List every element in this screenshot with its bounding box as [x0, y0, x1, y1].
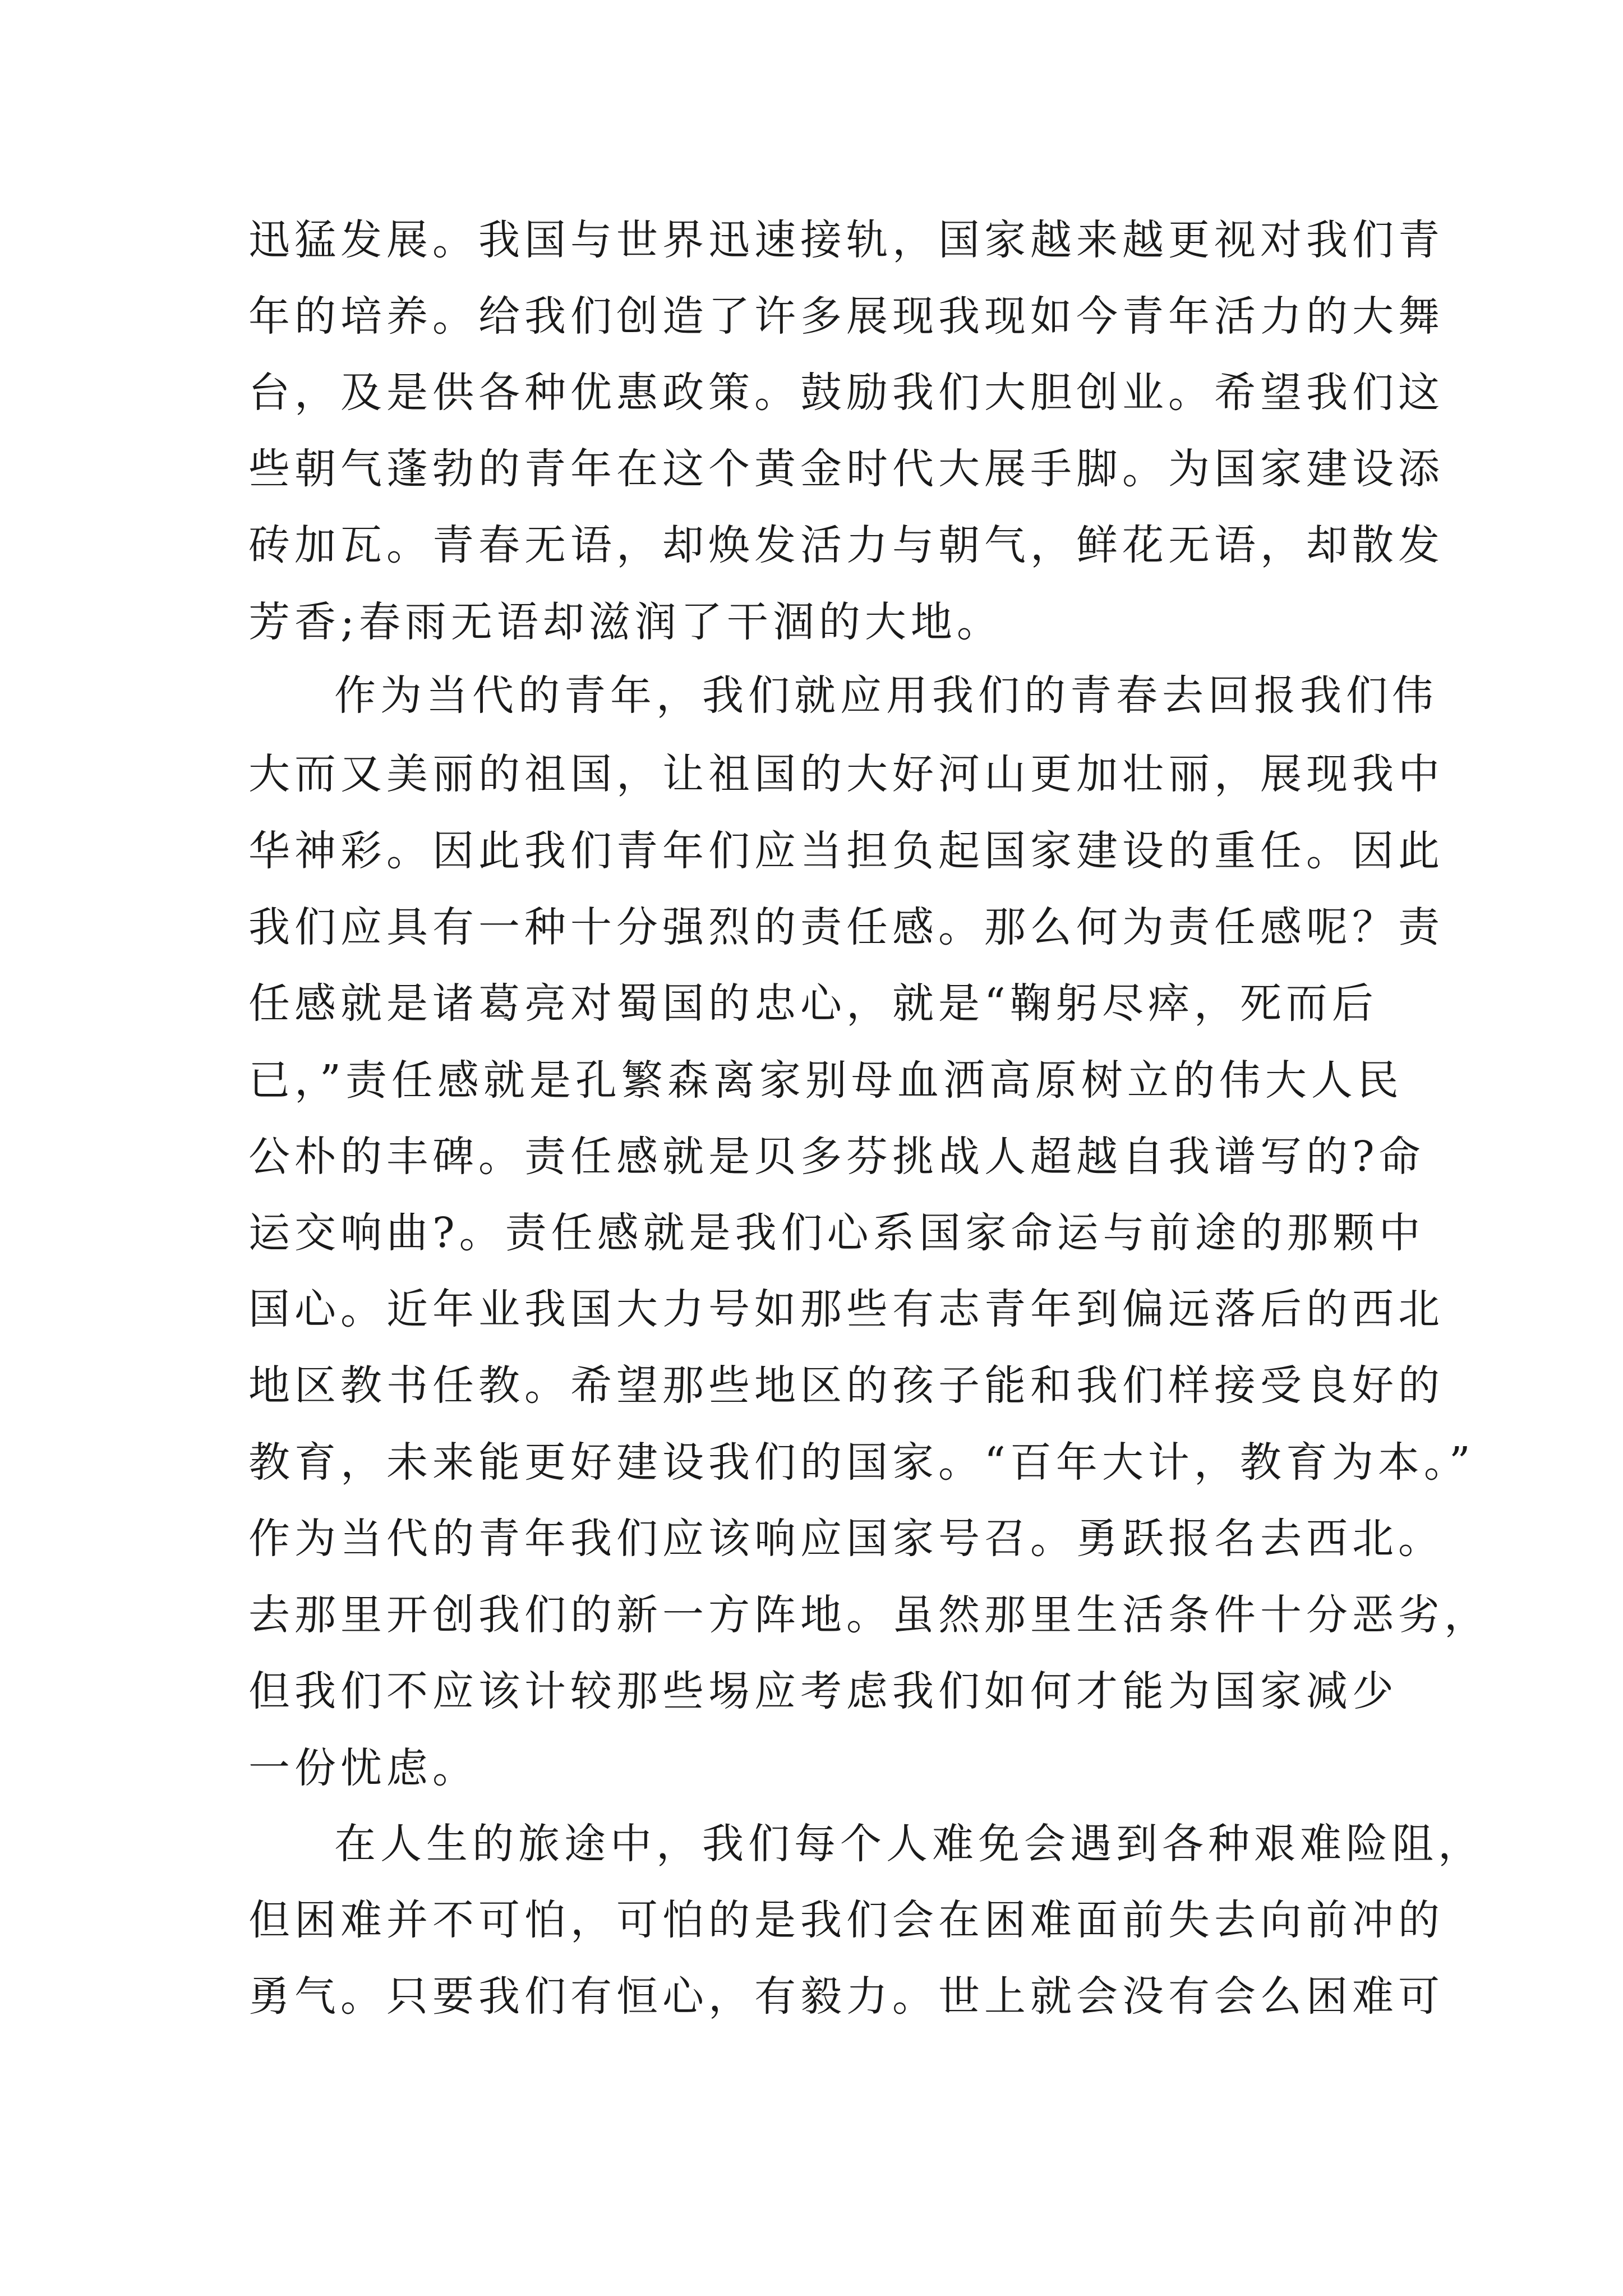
text-line: 但我们不应该计较那些埸应考虑我们如何才能为国家减少 — [248, 1667, 1398, 1715]
text-line: 作为当代的青年我们应该响应国家号召。勇跃报名去西北。 — [248, 1515, 1444, 1563]
text-line: 但困难并不可怕，可怕的是我们会在困难面前失去向前冲的 — [248, 1896, 1444, 1944]
text-line: 砖加瓦。青春无语，却焕发活力与朝气，鲜花无语，却散发 — [248, 521, 1444, 569]
text-line: 我们应具有一种十分强烈的责任感。那么何为责任感呢？责 — [248, 903, 1444, 951]
paragraph-first-line: 在人生的旅途中，我们每个人难免会遇到各种艰难险阻， — [334, 1820, 1484, 1868]
text-line: 教育，未来能更好建设我们的国家。“百年大计，教育为本。” — [248, 1438, 1475, 1487]
text-line: 运交响曲?。责任感就是我们心系国家命运与前途的那颗中 — [248, 1209, 1425, 1257]
text-line: 地区教书任教。希望那些地区的孩子能和我们样接受良好的 — [248, 1361, 1444, 1410]
text-line: 国心。近年业我国大力号如那些有志青年到偏远落后的西北 — [248, 1285, 1444, 1333]
text-line: 勇气。只要我们有恒心，有毅力。世上就会没有会么困难可 — [248, 1972, 1444, 2021]
text-line: 台，及是供各种优惠政策。鼓励我们大胆创业。希望我们这 — [248, 369, 1444, 417]
text-line: 年的培养。给我们创造了许多展现我现如今青年活力的大舞 — [248, 292, 1444, 341]
text-line: 华神彩。因此我们青年们应当担负起国家建设的重任。因此 — [248, 827, 1444, 875]
text-line: 任感就是诸葛亮对蜀国的忠心，就是“鞠躬尽瘁，死而后 — [248, 979, 1378, 1028]
text-line: 一份忧虑。 — [248, 1744, 478, 1792]
text-line: 去那里开创我们的新一方阵地。虽然那里生活条件十分恶劣， — [248, 1591, 1490, 1639]
text-line: 些朝气蓬勃的青年在这个黄金时代大展手脚。为国家建设添 — [248, 445, 1444, 493]
text-line: 公朴的丰碑。责任感就是贝多芬挑战人超越自我谱写的?命 — [248, 1133, 1425, 1181]
text-line: 已，”责任感就是孔繁森离家别母血洒高原树立的伟大人民 — [248, 1056, 1403, 1105]
text-line: 迅猛发展。我国与世界迅速接轨，国家越来越更视对我们青 — [248, 216, 1444, 264]
paragraph-first-line: 作为当代的青年，我们就应用我们的青春去回报我们伟 — [334, 671, 1438, 720]
text-line: 大而又美丽的祖国，让祖国的大好河山更加壮丽，展现我中 — [248, 750, 1444, 798]
text-line: 芳香;春雨无语却滋润了干涸的大地。 — [248, 598, 1003, 646]
